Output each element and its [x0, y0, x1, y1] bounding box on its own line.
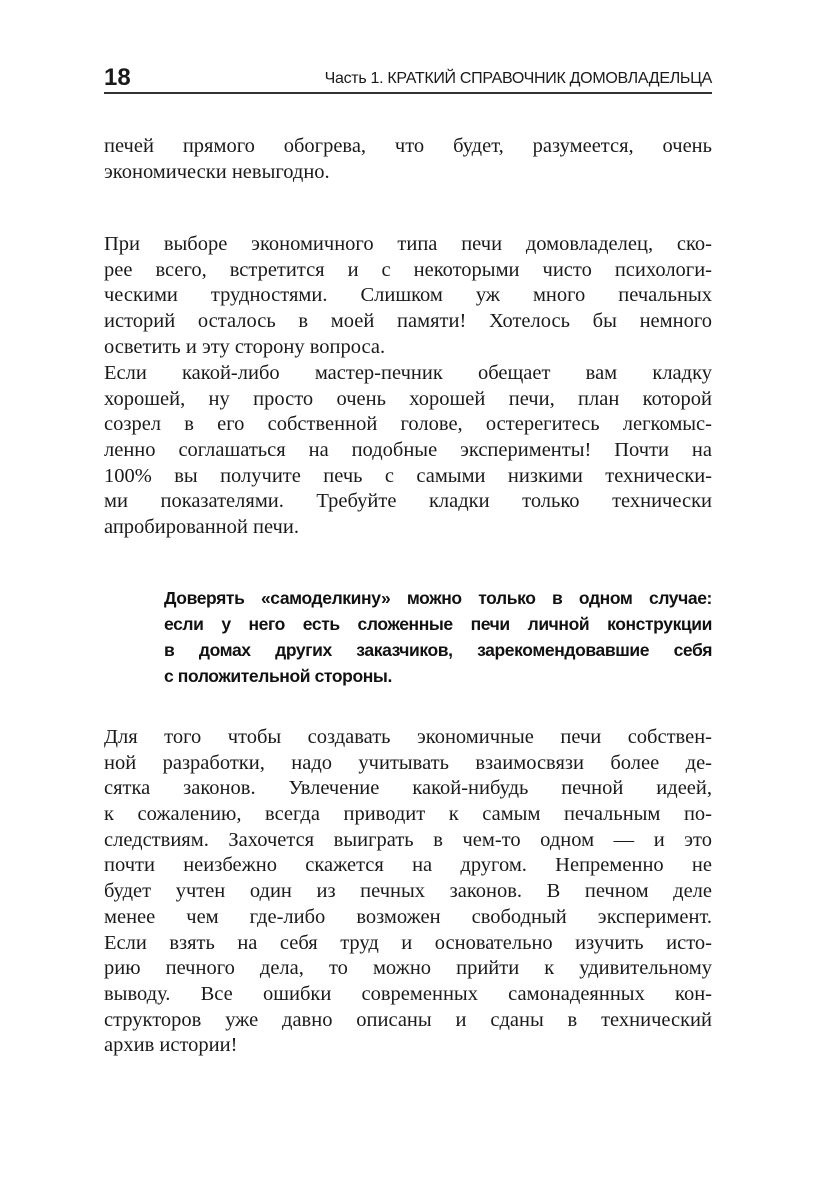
callout-block [164, 585, 712, 689]
text-line: структоров уже давно описаны и сданы в технический [104, 1008, 712, 1031]
paragraph-4 [104, 725, 712, 1059]
text-line: печей прямого обогрева, что будет, разумеется, очень [104, 135, 712, 157]
text-line: апробированной печи. [104, 516, 299, 539]
text-line: хорошей, ну просто очень хорошей печи, план которой [104, 387, 712, 410]
paragraph-2 [104, 232, 712, 360]
text-line: к сожалению, всегда приводит к самым печальным по- [104, 803, 712, 826]
text-line: в домах других заказчиков, зарекомендовавшие себя [164, 640, 712, 660]
paragraph-3 [104, 361, 712, 541]
text-line: осветить и эту сторону вопроса. [104, 335, 386, 358]
text-line: рию печного дела, то можно прийти к удивительному [104, 957, 712, 980]
text-line: ной разработки, надо учитывать взаимосвязи более де- [104, 751, 712, 774]
text-line: ленно соглашаться на подобные эксперименты! Почти на [104, 439, 712, 462]
text-line: 100% вы получите печь с самыми низкими технически- [104, 464, 712, 487]
text-line: менее чем где-либо возможен свободный эксперимент. [104, 905, 712, 928]
text-line: ми показателями. Требуйте кладки только технически [104, 490, 712, 513]
running-title: Часть 1. КРАТКИЙ СПРАВОЧНИК ДОМОВЛАДЕЛЬЦА [324, 70, 712, 87]
text-line: выводу. Все ошибки современных самонадеянных кон- [104, 982, 712, 1005]
text-line: архив истории! [104, 1034, 238, 1057]
text-line: рее всего, встретится и с некоторыми чисто психологи- [104, 258, 712, 281]
page-header [104, 62, 712, 94]
text-line: При выборе экономичного типа печи домовладелец, ско- [104, 233, 712, 255]
text-line: с положительной стороны. [164, 666, 392, 686]
text-line: историй осталось в моей памяти! Хотелось бы немного [104, 310, 712, 333]
text-line: если у него есть сложенные печи личной конструкции [164, 614, 712, 634]
text-line: сятка законов. Увлечение какой-нибудь печной идеей, [104, 777, 712, 800]
text-line: следствиям. Захочется выиграть в чем-то одном — и это [104, 828, 712, 851]
text-line: Для того чтобы создавать экономичные печи собствен- [104, 726, 712, 748]
text-line: Если какой-либо мастер-печник обещает вам кладку [104, 362, 712, 384]
text-line: почти неизбежно скажется на другом. Непременно не [104, 854, 712, 877]
text-line: экономически невыгодно. [104, 160, 330, 183]
text-line: созрел в его собственной голове, остерегитесь легкомыс- [104, 413, 712, 436]
text-line: ческими трудностями. Слишком уж много печальных [104, 284, 712, 307]
text-line: Если взять на себя труд и основательно изучить исто- [104, 931, 712, 954]
text-line: Доверять «самоделкину» можно только в одном случае: [164, 588, 712, 608]
page-number: 18 [104, 64, 131, 91]
paragraph-1 [104, 134, 712, 185]
text-line: будет учтен один из печных законов. В печном деле [104, 880, 712, 903]
